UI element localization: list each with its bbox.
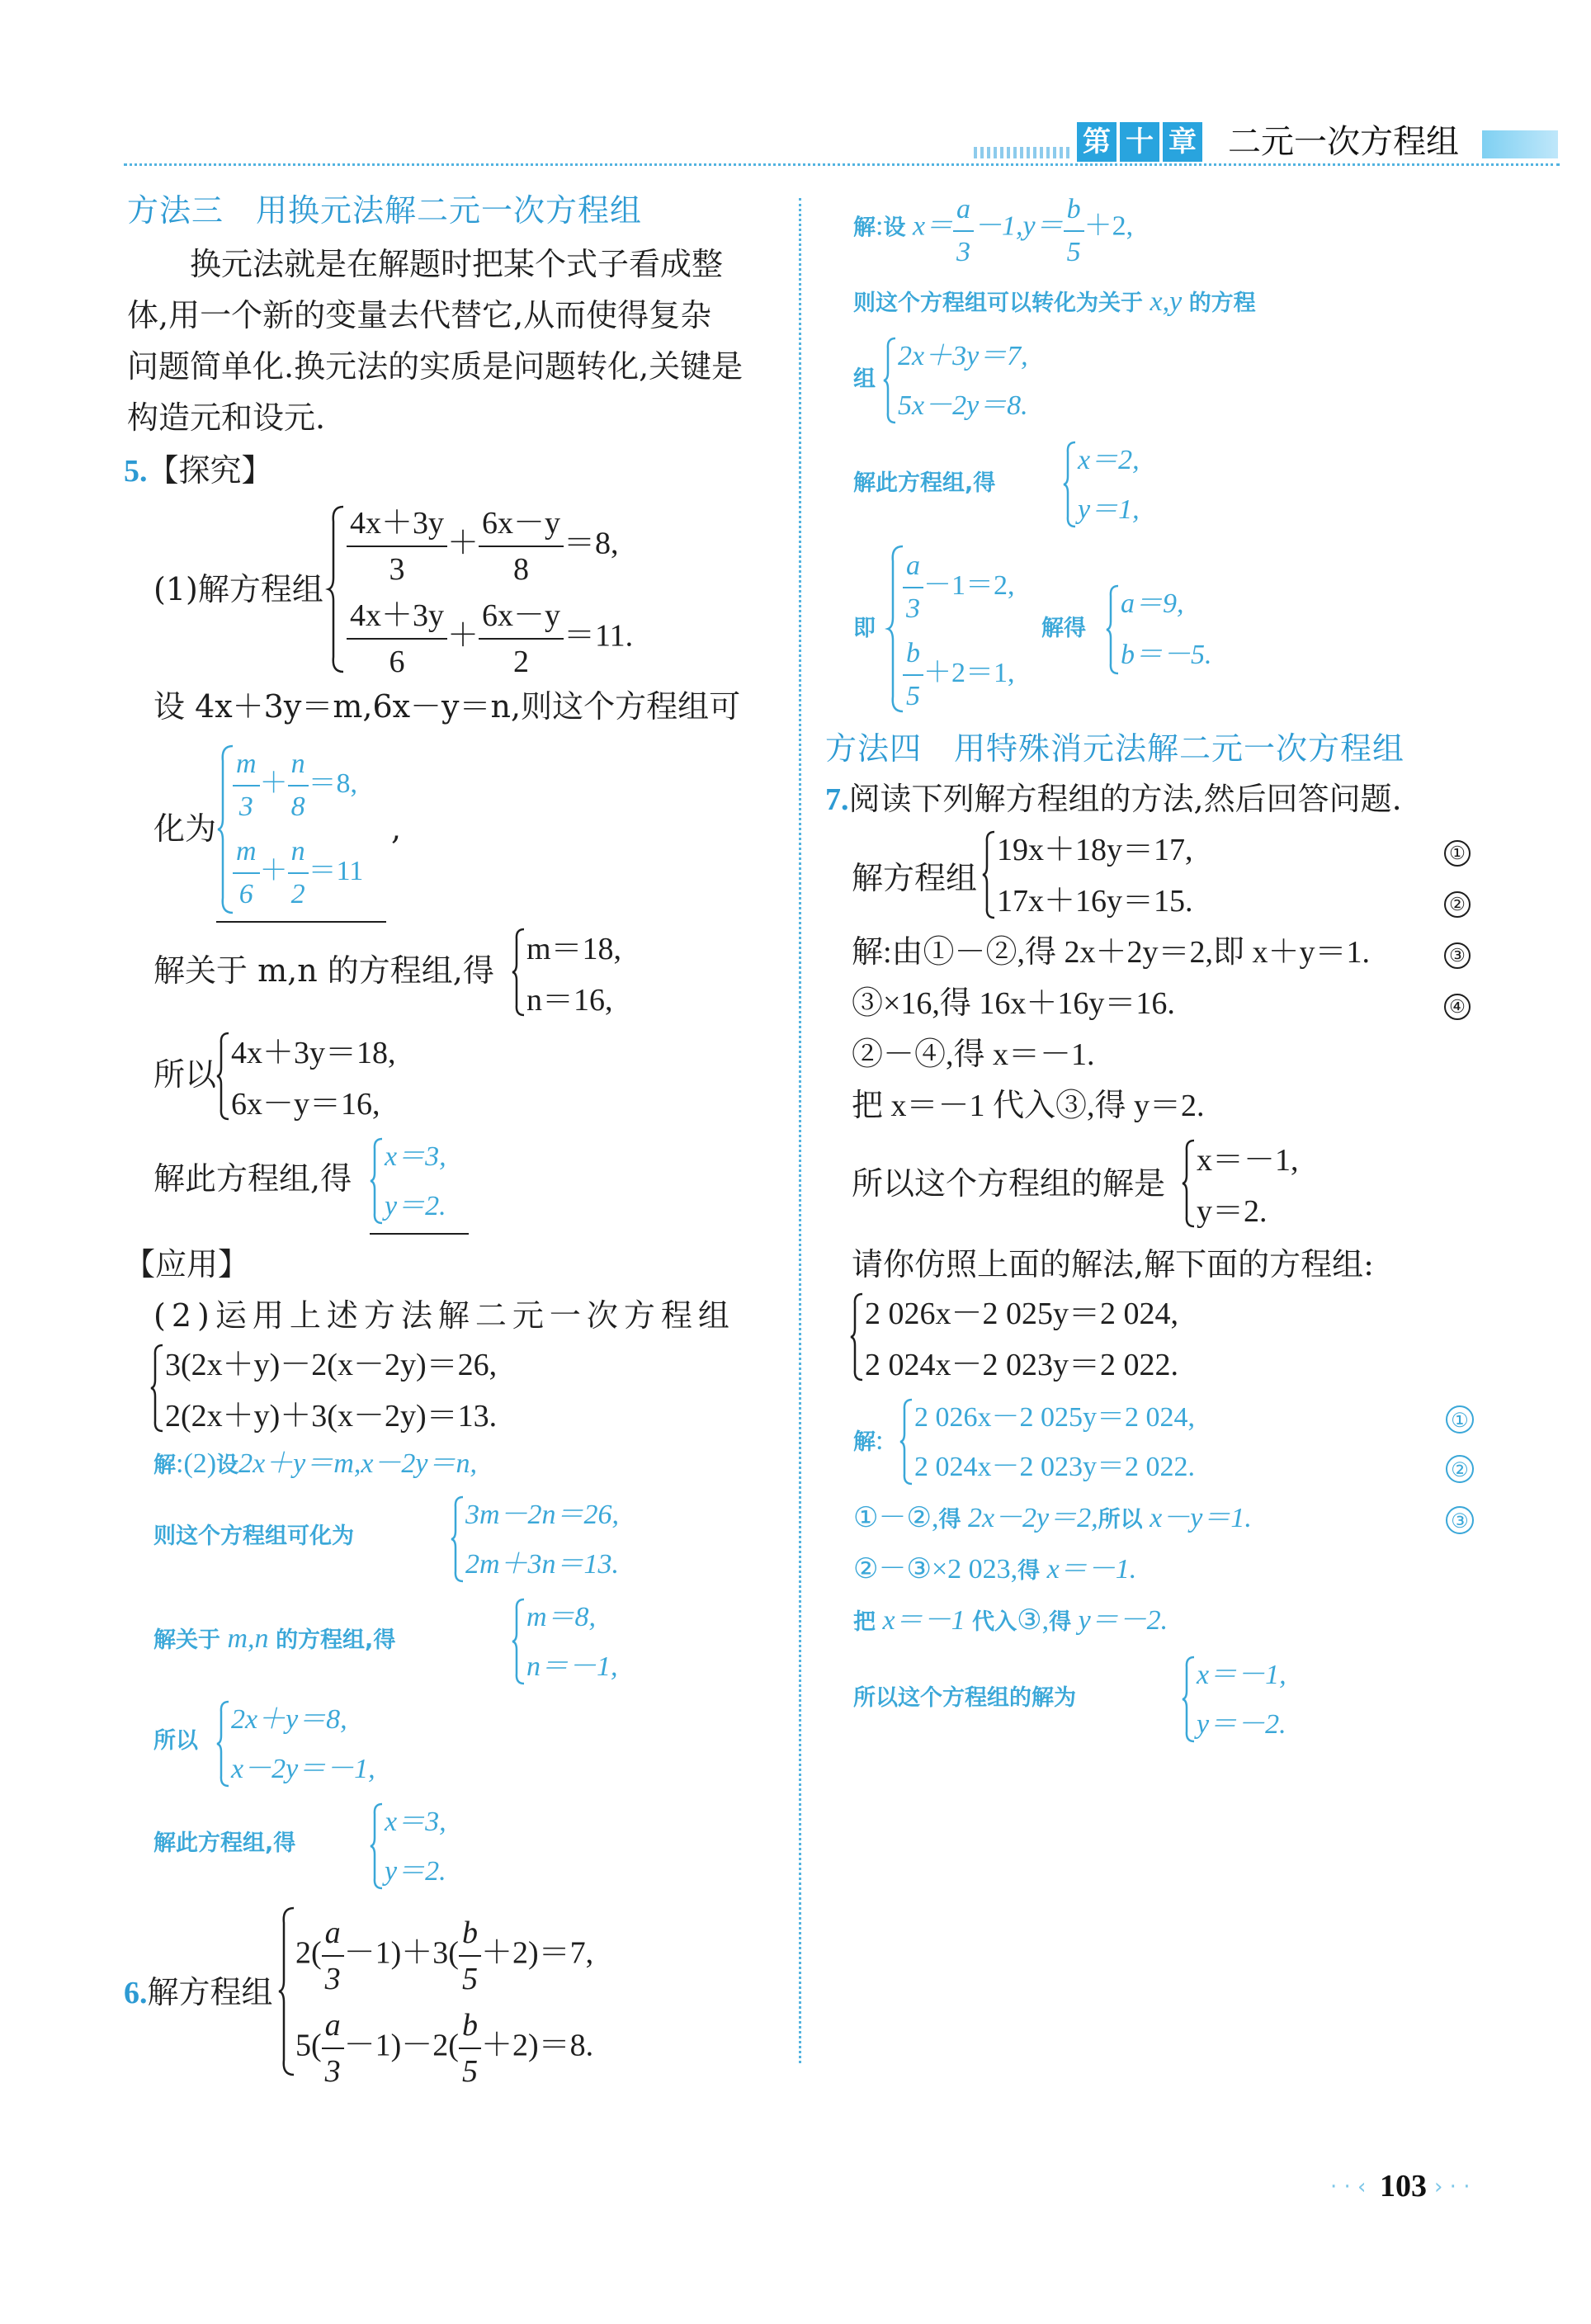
q5-explore-tag: 【探究】 (147, 452, 273, 489)
q7-answer-tag3-text: ③ (1446, 1506, 1474, 1534)
q5-eq1-num1: 4x＋3y (347, 503, 447, 547)
q7-eq1-tag-text: ① (1444, 840, 1471, 867)
q6-sol-fangcheng: 的方程 (1188, 290, 1256, 316)
q7-answer-tag1-text: ① (1446, 1405, 1474, 1434)
q5-p2-ans-fangchengzu: 的方程组,得 (276, 1627, 396, 1653)
q6-sol-end: ＋2, (1083, 210, 1134, 242)
q7-answer-tag3 (1446, 1500, 1474, 1537)
q7-task-eq2: 2 024x－2 023y＝2 022. (865, 1348, 1179, 1382)
q6-sol-convert: 则这个方程组可以转化为关于 (853, 290, 1143, 316)
q7-ans3-op: ②－③×2 023, (853, 1554, 1018, 1585)
q5-ans-a-num1: m (233, 746, 260, 786)
q5-eq2-num1: 4x＋3y (347, 596, 447, 640)
q6-sol-brace-2 (1063, 441, 1078, 528)
q6-label: 解方程组 (147, 1974, 273, 2010)
q7-solution-x: x＝－1, (1197, 1143, 1299, 1178)
q5-huawei-label: 化为 (153, 810, 217, 847)
header-tab-decoration (1482, 130, 1558, 158)
q7-eq1: 19x＋18y＝17, (997, 833, 1193, 867)
q6-sol-xy: x,y (1143, 286, 1189, 317)
q7-ans2-suoyi: 所以 (1098, 1507, 1143, 1533)
q5-answer-system-eq1 (233, 746, 357, 825)
q5-p2-answer-line2-eq1: 3m－2n＝26, (465, 1500, 620, 1530)
q5-suoyi-eq1: 4x＋3y＝18, (231, 1036, 396, 1070)
q5-part1-label: (1)解方程组 (153, 571, 323, 607)
q7-ans4-x: x＝－1 (876, 1605, 973, 1636)
q7-eq1-tag (1444, 830, 1471, 870)
q6-e2-fd2: 5 (461, 2054, 478, 2089)
q6-sol-fd2: 5 (1066, 237, 1081, 267)
q5-ans-a-num2: n (288, 746, 309, 786)
q7-answer-tag1 (1446, 1400, 1474, 1436)
q7-line1-tag-text: ③ (1444, 942, 1471, 969)
q5-p2-answer-line4-eq1: 2x＋y＝8, (231, 1704, 347, 1735)
q5-eq2-plus: ＋ (447, 618, 479, 654)
q7-ans2-de: 得 (938, 1507, 961, 1533)
q5-p2-answer-brace-2 (512, 1598, 526, 1685)
q6-system-brace (277, 1906, 297, 2076)
q7-ans2-res: x－y＝1. (1142, 1503, 1252, 1533)
column-divider (799, 198, 801, 2063)
q5-answer-system-eq2 (233, 834, 363, 913)
q5-p2-answer-brace-4 (370, 1802, 385, 1890)
q7-ans2-op: ①－②, (853, 1503, 939, 1533)
q5-mn-brace (512, 928, 526, 1017)
q6-e1-fn2: b (459, 1913, 481, 1957)
q6-sol-jie: 解 (853, 215, 876, 241)
q7-label: 解方程组 (852, 860, 978, 896)
q7-ans4-de: 得 (1049, 1609, 1072, 1635)
q5-ans-b-den1: 6 (238, 879, 253, 909)
q5-eq2-den1: 6 (389, 645, 405, 679)
chapter-badge (1077, 122, 1202, 162)
q5-heading (124, 451, 273, 491)
q5-ans-b-den2: 2 (290, 879, 305, 909)
q5-p2-answer-line5-eq2: y＝2. (385, 1856, 446, 1887)
q7-ans4-y: y＝－2. (1071, 1605, 1168, 1636)
method3-intro-line-2: 体,用一个新的变量去代替它,从而使得复杂 (127, 297, 712, 333)
q7-ans4-ref: ③, (1017, 1605, 1050, 1636)
q7-solution-brace (1182, 1139, 1197, 1228)
q6-e1-part-c: ＋2)＝7, (480, 1935, 594, 1971)
q5-huawei-blank-underline (216, 921, 386, 923)
method3-intro-line-3: 问题简单化.换元法的实质是问题转化,关键是 (127, 348, 744, 385)
q6-solution-jiede: 解得 (1041, 616, 1086, 641)
q6-e2-part-b: －1)－2( (343, 2028, 459, 2063)
method3-intro-line-4: 构造元和设元. (127, 399, 326, 436)
q5-equation-2 (347, 596, 633, 682)
q5-p2-ans-sub: 2x＋y＝m,x－2y＝n, (238, 1448, 478, 1479)
q5-number: 5. (124, 454, 148, 489)
q6-e1-part-a: 2( (295, 1935, 322, 1971)
q6-e2-fn1: a (322, 2005, 344, 2049)
q7-ans3-res: x＝－1. (1040, 1554, 1137, 1585)
q5-ans-b-rhs: ＝11 (308, 855, 364, 886)
q5-apply-tag: 【应用】 (124, 1246, 250, 1282)
q6-sol-colon: : (876, 210, 884, 242)
header-dotted-rule (124, 163, 1560, 166)
q7-answer-tag2-text: ② (1446, 1455, 1474, 1483)
q5-p2-answer-line4-eq2: x－2y＝－1, (231, 1754, 375, 1784)
q6-solution-line3-label: 组 (853, 366, 876, 392)
q6-e1-fn1: a (322, 1913, 344, 1957)
q6-number: 6. (124, 1976, 148, 2010)
q5-p2-answer-line3-label (153, 1621, 395, 1659)
q5-system-brace (327, 505, 347, 673)
q5-suoyi-eq2: 6x－y＝16, (231, 1087, 380, 1122)
q6-solution-line2 (853, 284, 1256, 322)
q7-ans-colon: : (876, 1425, 884, 1456)
q6-sol-mid: －1,y＝ (974, 210, 1064, 242)
q6-sol-x2: x＝2, (1078, 445, 1140, 475)
q5-eq2-num2: 6x－y (479, 596, 564, 640)
q5-eq1-den1: 3 (389, 552, 405, 587)
q6-solution-line4-label: 解此方程组,得 (853, 470, 996, 496)
q7-answer-line2 (853, 1500, 1252, 1538)
q5-eq1-den2: 8 (513, 552, 530, 587)
q6-equation-2 (295, 2005, 593, 2091)
q5-p2-ans-jie: 解 (153, 1452, 176, 1478)
q7-answer-eq1: 2 026x－2 025y＝2 024, (914, 1402, 1195, 1433)
q5-p2-answer-line2-label: 则这个方程组可化为 (153, 1523, 354, 1549)
q5-solution-y: y＝2. (385, 1191, 446, 1221)
q6-sol-fn1: a (953, 191, 974, 232)
q5-mn-eq1: m＝18, (526, 932, 622, 966)
q6-sol-brace-4 (1106, 584, 1121, 675)
q5-ans-b-num1: m (233, 834, 260, 874)
q6-sol-ji-fn2: b (903, 635, 923, 676)
q7-number: 7. (825, 782, 849, 817)
chapter-badge-num: 十 (1120, 122, 1159, 162)
q7-line2-tag (1444, 984, 1471, 1023)
q6-e2-part-a: 5( (295, 2028, 322, 2063)
q6-heading (124, 1972, 273, 2013)
q6-e1-fd2: 5 (461, 1962, 478, 1996)
q6-sol-ji-eq2 (903, 635, 1015, 715)
q5-part2-brace (150, 1344, 165, 1433)
q6-solution-line1 (853, 191, 1133, 271)
q7-line2: ③×16,得 16x＋16y＝16. (852, 986, 1175, 1021)
q5-p2-answer-line3-eq2: n＝－1, (526, 1651, 618, 1682)
q5-p2-answer-line3-eq1: m＝8, (526, 1602, 597, 1632)
q6-sol-x: x＝ (905, 210, 954, 242)
q6-sol-ji-fn1: a (903, 548, 923, 588)
q7-system-brace (982, 830, 997, 919)
method3-intro-line-1: 换元法就是在解题时把某个式子看成整 (190, 246, 724, 282)
q5-solve-this-label: 解此方程组,得 (153, 1160, 352, 1197)
q6-sol-b: b＝－5. (1121, 640, 1212, 670)
q7-heading (825, 779, 1402, 820)
q6-sol-fd1: 3 (956, 237, 971, 267)
q5-ans-a-den1: 3 (238, 791, 253, 822)
q6-sol-y1: y＝1, (1078, 494, 1140, 525)
q7-answer-label (853, 1423, 883, 1461)
q5-p2-answer-line2-eq2: 2m＋3n＝13. (465, 1549, 620, 1580)
q6-e2-fn2: b (459, 2005, 481, 2049)
q5-ans-a-plus: ＋ (259, 768, 288, 799)
q6-sol-she: 设 (883, 215, 906, 241)
q6-e2-fd1: 3 (324, 2054, 341, 2089)
q7-intro: 阅读下列解方程组的方法,然后回答问题. (848, 781, 1402, 817)
q5-suoyi-label: 所以 (153, 1056, 217, 1093)
q6-sol-brace-1 (883, 337, 898, 424)
q6-sol-ji-r2: ＋2＝1, (923, 657, 1015, 688)
q7-answer-eq2: 2 024x－2 023y＝2 022. (914, 1452, 1195, 1482)
q5-ans-b-num2: n (288, 834, 309, 874)
q5-mn-eq2: n＝16, (526, 983, 613, 1018)
q7-line1: 解:由①－②,得 2x＋2y＝2,即 x＋y＝1. (852, 935, 1371, 970)
chapter-badge-di: 第 (1077, 122, 1117, 162)
q6-e1-part-b: －1)＋3( (343, 1935, 459, 1971)
q5-p2-answer-line5-label: 解此方程组,得 (153, 1830, 296, 1856)
q7-ans4-ba: 把 (853, 1609, 876, 1635)
q6-sol-ji-fd2: 5 (906, 681, 920, 711)
q7-solution-y: y＝2. (1197, 1194, 1268, 1229)
q5-p2-answer-brace-3 (216, 1700, 231, 1788)
chapter-title: 二元一次方程组 (1228, 123, 1459, 161)
q7-answer-x: x＝－1, (1197, 1660, 1286, 1690)
q5-p2-answer-line5-eq1: x＝3, (385, 1807, 446, 1837)
q7-ans-jie: 解 (853, 1429, 876, 1455)
page-number-decoration-left: · · ‹ (1330, 2175, 1367, 2199)
q7-task: 请你仿照上面的解法,解下面的方程组: (852, 1246, 1374, 1282)
q7-answer-brace-1 (899, 1398, 914, 1486)
q5-eq1-rhs: ＝8, (564, 526, 619, 561)
q6-sol-fn2: b (1064, 191, 1084, 232)
q5-solution-underline (370, 1233, 469, 1235)
q7-eq2-tag (1444, 881, 1471, 921)
q6-sol-ji-r1: －1＝2, (923, 569, 1015, 601)
q7-task-eq1: 2 026x－2 025y＝2 024, (865, 1297, 1179, 1331)
q6-solution-ji: 即 (853, 616, 876, 641)
q5-part2-line: (2)运用上述方法解二元一次方程组 (153, 1297, 735, 1334)
q7-answer-line4 (853, 1603, 1168, 1641)
q5-p2-ans-she: 设 (216, 1452, 239, 1478)
q7-task-brace (850, 1292, 865, 1382)
q7-ans2-eq: 2x－2y＝2, (961, 1503, 1098, 1533)
page-number: 103 (1380, 2169, 1427, 2204)
q5-p2-answer-brace-1 (451, 1495, 465, 1583)
q5-ans-b-plus: ＋ (259, 855, 288, 886)
q5-solution-x: x＝3, (385, 1141, 446, 1172)
q7-line1-tag (1444, 933, 1471, 972)
q6-sol-a: a＝9, (1121, 588, 1184, 619)
q5-p2-ans-part: :(2) (176, 1448, 217, 1479)
q6-sol-ji-eq1 (903, 548, 1015, 627)
q5-ans-a-den2: 8 (290, 791, 305, 822)
method4-title: 方法四 用特殊消元法解二元一次方程组 (825, 730, 1405, 767)
q5-p2-ans-mn: m,n (220, 1623, 276, 1654)
page-number-decoration-right: › · · (1434, 2175, 1471, 2199)
q5-huawei-comma: , (391, 810, 402, 847)
q5-p2-answer-line1 (153, 1446, 477, 1484)
q6-e1-fd1: 3 (324, 1962, 341, 1996)
q5-let-line: 设 4x＋3y＝m,6x－y＝n,则这个方程组可 (153, 688, 741, 725)
q7-eq2-tag-text: ② (1444, 891, 1471, 918)
q6-sol-ji-fd1: 3 (906, 593, 920, 624)
method3-title: 方法三 用换元法解二元一次方程组 (127, 192, 643, 229)
chapter-badge-zhang: 章 (1163, 122, 1202, 162)
q5-eq1-num2: 6x－y (479, 503, 564, 547)
q5-p2-ans-guanyu: 解关于 (153, 1627, 220, 1653)
q7-ans3-de: 得 (1017, 1558, 1041, 1584)
q7-line4: 把 x＝－1 代入③,得 y＝2. (852, 1089, 1205, 1123)
q7-answer-line3 (853, 1552, 1136, 1589)
q6-sol-eq1: 2x＋3y＝7, (898, 341, 1028, 371)
q7-line3: ②－④,得 x＝－1. (852, 1037, 1095, 1072)
q5-eq1-plus: ＋ (447, 526, 479, 561)
q7-eq2: 17x＋16y＝15. (997, 884, 1193, 919)
q5-p2-answer-line4-label: 所以 (153, 1728, 198, 1754)
q5-solution-brace (370, 1137, 385, 1225)
header-hatch-decoration (974, 147, 1073, 158)
q7-ans4-dairu: 代入 (972, 1609, 1017, 1635)
q7-line2-tag-text: ④ (1444, 994, 1471, 1020)
q6-sol-eq2: 5x－2y＝8. (898, 390, 1028, 421)
q7-answer-brace-2 (1182, 1656, 1197, 1743)
q7-answer-line5-label: 所以这个方程组的解为 (853, 1685, 1076, 1711)
q5-equation-1 (347, 503, 619, 589)
q5-solve-mn-label: 解关于 m,n 的方程组,得 (153, 952, 494, 989)
q5-eq2-den2: 2 (513, 645, 530, 679)
q5-part2-eq2: 2(2x＋y)＋3(x－2y)＝13. (165, 1399, 498, 1434)
q5-suoyi-brace (216, 1032, 231, 1121)
q7-answer-y: y＝－2. (1197, 1709, 1286, 1740)
q5-part2-eq1: 3(2x＋y)－2(x－2y)＝26, (165, 1348, 498, 1382)
q5-eq2-rhs: ＝11. (564, 618, 634, 654)
q6-e2-part-c: ＋2)＝8. (480, 2028, 594, 2063)
q7-line5: 所以这个方程组的解是 (852, 1165, 1166, 1202)
q6-equation-1 (295, 1913, 593, 1999)
q5-ans-a-rhs: ＝8, (308, 768, 358, 799)
q7-answer-tag2 (1446, 1449, 1474, 1486)
